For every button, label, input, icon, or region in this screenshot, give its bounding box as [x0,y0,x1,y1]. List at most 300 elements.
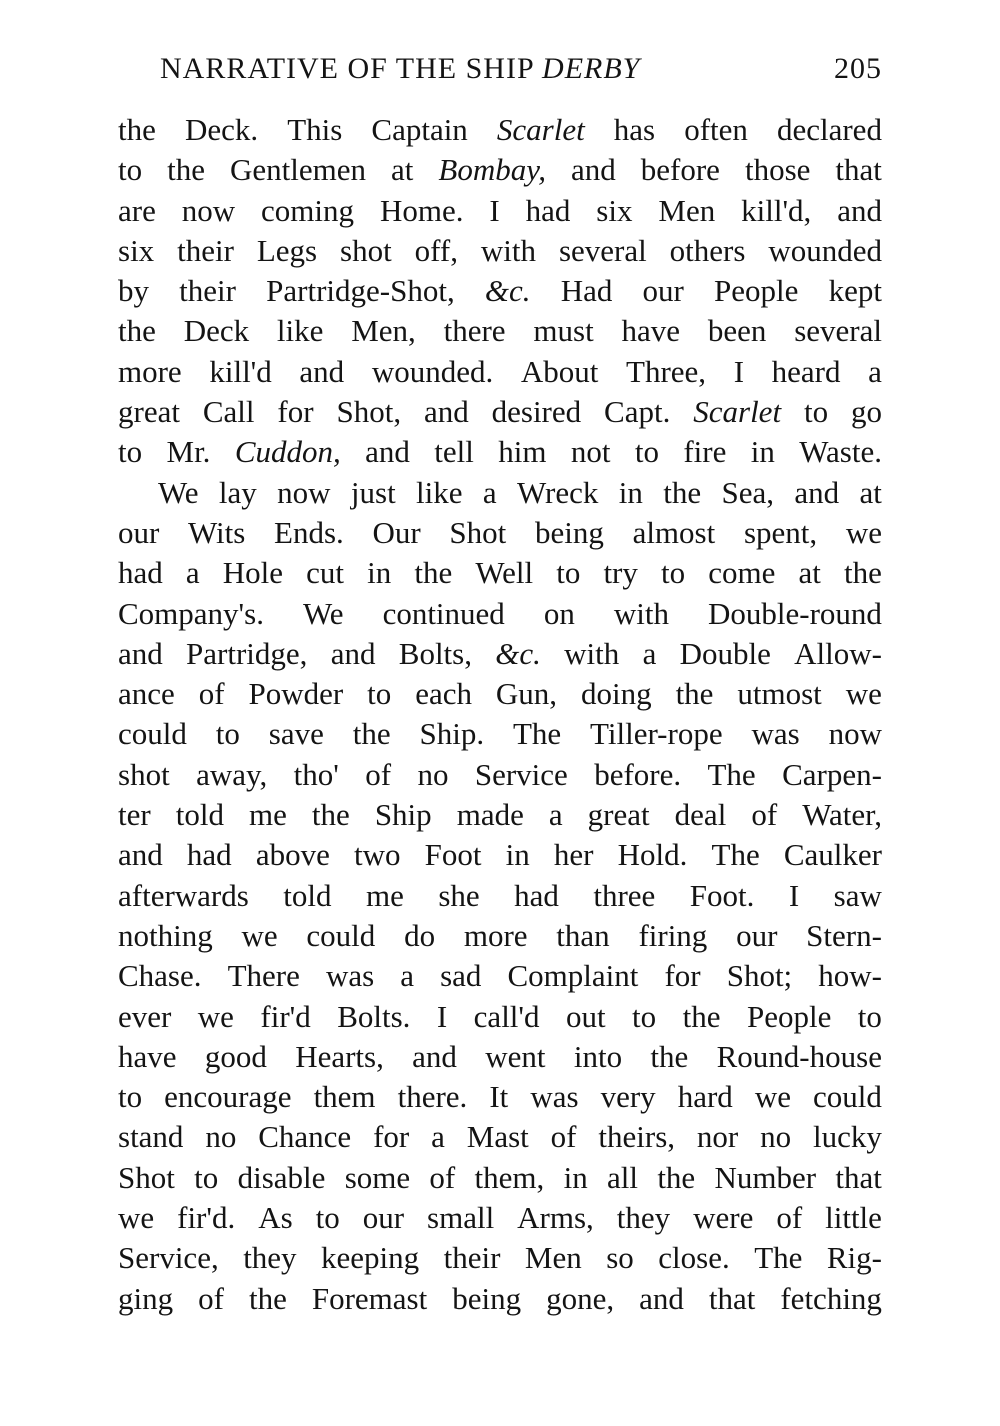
word: the [311,797,350,833]
word: Hearts, [295,1038,384,1074]
word: their [179,273,236,309]
text-line [118,110,882,150]
word: all [607,1159,639,1195]
text-line [118,392,882,432]
word: we [241,917,278,953]
word: we [197,998,234,1034]
word: great [118,394,180,430]
word: could [118,716,187,752]
word: Deck. [184,112,259,147]
word: disable [237,1159,326,1195]
word: to [632,998,657,1034]
word: wounded. [371,353,494,389]
word: and [837,192,882,228]
word: and [365,434,410,470]
word: heard [771,353,841,389]
word: our [118,514,160,550]
word: Scarlet [693,394,782,430]
word: off, [414,232,458,268]
word: by [118,273,149,309]
word: six [118,232,155,268]
word: and [412,1038,457,1074]
word: Tiller-rope [590,716,723,752]
word: of [550,1119,577,1155]
word: fir'd [260,998,311,1034]
word: a [482,474,497,510]
word: There [227,958,300,994]
word: Company's. [118,595,264,631]
word: Gentlemen [230,152,367,188]
word: kept [828,273,882,309]
word: hard [677,1079,733,1115]
word: Wits [188,514,246,550]
text-line [118,1198,882,1238]
word: for [277,394,314,430]
text-line [118,352,882,392]
word: more [118,353,182,389]
word: cut [306,555,344,591]
word: more [463,917,528,953]
word: People [714,273,799,309]
text-line [118,432,882,472]
text-line [118,1037,882,1077]
word: come [708,555,776,591]
word: her [553,837,594,873]
word: than [556,917,610,953]
word: ever [118,998,172,1034]
text-line [118,271,882,311]
running-title-prefix: NARRATIVE OF THE SHIP [160,52,534,85]
word: are [118,192,156,228]
text-line [118,513,882,553]
word: him [498,434,547,470]
word: saw [833,877,882,913]
word: and [794,474,840,510]
word: Complaint [507,958,639,994]
word: theirs, [598,1119,676,1155]
word: Partridge-Shot, [266,273,455,309]
word: now [181,192,236,228]
word: shot [118,756,170,792]
text-line [118,835,882,875]
word: kill'd, [741,192,812,228]
word: of [776,1200,803,1236]
word: and [118,635,163,671]
page-number: 205 [834,52,882,85]
word: there. [397,1079,468,1115]
word: of [365,756,392,792]
word: About [520,353,599,389]
word: the [248,1280,287,1316]
word: now [828,716,882,752]
word: I [733,353,745,389]
word: tell [434,434,474,470]
word: we [845,514,882,550]
word: had [118,555,163,591]
word: Our [372,514,421,550]
word: to [634,434,659,470]
text-line [118,594,882,634]
word: Service, [118,1240,219,1276]
word: Shot, [336,394,402,430]
word: Three, [626,353,707,389]
word: ging [118,1280,174,1316]
text-line [118,755,882,795]
word: like [416,474,463,510]
word: Allow- [794,635,882,671]
ship-name: DERBY [542,52,641,85]
word: the [414,555,453,591]
word: of [198,676,225,712]
word: Capt. [604,394,671,430]
word: shot [340,232,392,268]
word: could [306,917,376,953]
word: two [353,837,401,873]
word: wounded [768,232,882,268]
word: the [675,676,714,712]
word: Gun, [495,676,558,712]
word: the [118,313,156,349]
word: we [118,1200,155,1236]
word: been [707,313,767,349]
word: has [613,112,656,147]
text-line [118,916,882,956]
word: a [185,555,200,591]
word: &c. [484,273,531,309]
word: fetching [780,1280,882,1316]
word: so [606,1240,634,1276]
word: there [443,313,506,349]
word: a [642,635,657,671]
word: go [850,394,882,430]
word: save [268,716,324,752]
word: Chase. [118,958,202,994]
word: coming [261,192,355,228]
word: them, [474,1159,545,1195]
word: had [186,837,232,873]
word: told [175,797,224,833]
word: Double [679,635,771,671]
word: no [205,1119,237,1155]
word: spent, [743,514,818,550]
text-line [118,674,882,714]
word: have [118,1038,177,1074]
word: have [621,313,681,349]
word: with [613,595,669,631]
word: that [835,1159,882,1195]
word: Double-round [708,595,882,631]
word: before. [594,756,682,792]
word: in [750,434,775,470]
word: our [642,273,684,309]
word: kill'd [209,353,272,389]
word: Men [658,192,716,228]
text-line [118,1158,882,1198]
word: the [657,1159,696,1195]
text-line [118,231,882,271]
word: to [315,1200,340,1236]
text-line [118,1279,882,1319]
word: to [118,1079,143,1115]
word: utmost [737,676,822,712]
word: was [325,958,375,994]
word: now [277,474,331,510]
word: away, [196,756,268,792]
word: and [118,837,163,873]
word: being [534,514,604,550]
word: Foremast [311,1280,428,1316]
word: like [276,313,324,349]
word: Carpen- [782,756,882,792]
word: with [480,232,537,268]
word: the [167,152,205,188]
word: I [436,998,448,1034]
word: was [751,716,800,752]
word: afterwards [118,877,249,913]
running-head [118,40,882,98]
body-text [118,110,882,1319]
word: We [158,474,199,510]
word: they [616,1200,671,1236]
word: Service [474,756,568,792]
word: the [118,112,156,147]
word: just [350,474,396,510]
text-line [118,191,882,231]
word: at [391,152,414,188]
word: could [813,1079,882,1115]
word: no [417,756,449,792]
word: continued [382,595,505,631]
word: fir'd. [177,1200,236,1236]
word: she [438,877,480,913]
word: with [564,635,620,671]
word: Scarlet [496,112,585,147]
word: The [754,1240,803,1276]
word: We [302,595,344,631]
word: to [215,716,240,752]
word: Chance [258,1119,352,1155]
word: I [788,877,800,913]
word: good [204,1038,267,1074]
word: encourage [164,1079,292,1115]
word: the [663,474,702,510]
word: being [452,1280,522,1316]
word: very [600,1079,656,1115]
word: the [843,555,882,591]
word: Foot. [689,877,755,913]
word: each [415,676,472,712]
word: me [249,797,287,833]
word: to [118,152,143,188]
word: Caulker [783,837,882,873]
word: fire [683,434,727,470]
word: Water, [802,797,882,833]
word: the [352,716,391,752]
word: desired [491,394,582,430]
word: The [707,756,756,792]
text-line [118,795,882,835]
word: of [198,1280,224,1316]
word: Bolts. [337,998,411,1034]
word: in [563,1159,588,1195]
word: sad [440,958,482,994]
text-line [118,956,882,996]
word: went [485,1038,546,1074]
word: to [660,555,686,591]
word: As [258,1200,293,1236]
word: Home. [379,192,464,228]
word: Rig- [826,1240,882,1276]
word: Round-house [716,1038,882,1074]
word: Mr. [166,434,211,470]
word: Partridge, [186,635,308,671]
word: that [835,152,882,188]
text-line [118,1077,882,1117]
word: must [533,313,594,349]
text-line [118,997,882,1037]
word: three [593,877,656,913]
word: and [571,152,616,188]
word: several [794,313,882,349]
word: call'd [473,998,540,1034]
book-page [118,40,882,1319]
word: Arms, [517,1200,594,1236]
text-line [118,1117,882,1157]
word: Shot [449,514,507,550]
word: they [243,1240,297,1276]
word: and [330,635,376,671]
word: those [744,152,811,188]
word: their [177,232,234,268]
word: of [429,1159,456,1195]
text-line [118,553,882,593]
word: before [640,152,720,188]
word: made [456,797,524,833]
word: me [365,877,404,913]
word: ter [118,797,151,833]
word: had [514,877,559,913]
word: Ship. [419,716,485,752]
word: a [868,353,882,389]
word: to [194,1159,219,1195]
word: gone, [546,1280,615,1316]
word: not [570,434,611,470]
word: several [558,232,647,268]
word: doing [581,676,652,712]
word: Wreck [517,474,599,510]
word: try [603,555,638,591]
word: Bolts, [398,635,472,671]
word: the [682,998,721,1034]
word: and [299,353,345,389]
word: for [664,958,701,994]
text-line [118,311,882,351]
word: a [548,797,563,833]
word: others [669,232,746,268]
word: some [344,1159,411,1195]
word: out [565,998,606,1034]
word: into [573,1038,623,1074]
word: Ship [374,797,432,833]
word: above [255,837,330,873]
word: and [423,394,469,430]
word: Had [560,273,613,309]
word: on [543,595,575,631]
text-line [118,1238,882,1278]
word: for [373,1119,410,1155]
word: Cuddon, [234,434,341,470]
word: we [845,676,882,712]
word: small [427,1200,495,1236]
word: declared [776,112,882,147]
word: our [736,917,778,953]
word: a [431,1119,445,1155]
word: Hole [222,555,284,591]
word: them [313,1079,376,1115]
word: in [505,837,530,873]
word: were [693,1200,754,1236]
running-title [160,40,640,98]
word: to [367,676,392,712]
word: and [639,1280,684,1316]
word: Shot [118,1159,175,1195]
text-line [118,876,882,916]
word: in [367,555,392,591]
word: lucky [813,1119,882,1155]
word: no [760,1119,792,1155]
word: their [443,1240,501,1276]
word: do [404,917,436,953]
word: ance [118,676,175,712]
word: Bombay, [438,152,547,188]
word: to [803,394,829,430]
word: Shot; [726,958,793,994]
word: tho' [293,756,339,792]
word: often [684,112,748,147]
word: how- [818,958,882,994]
word: at [859,474,882,510]
word: Men [524,1240,582,1276]
word: Call [202,394,255,430]
word: a [400,958,415,994]
word: Captain [371,112,468,147]
word: Powder [248,676,344,712]
word: to [556,555,581,591]
word: was [530,1079,579,1115]
word: Waste. [799,434,882,470]
word: &c. [495,635,541,671]
word: we [754,1079,791,1115]
word: the [650,1038,689,1074]
word: our [362,1200,405,1236]
word: had [525,192,571,228]
word: almost [632,514,716,550]
word: It [489,1079,509,1115]
word: of [751,797,778,833]
word: The [512,716,562,752]
word: stand [118,1119,184,1155]
word: keeping [321,1240,420,1276]
word: lay [218,474,257,510]
text-line [118,714,882,754]
text-line [118,150,882,190]
word: Stern- [806,917,882,953]
word: Men, [351,313,416,349]
word: close. [658,1240,730,1276]
word: firing [638,917,708,953]
word: in [618,474,643,510]
word: People [746,998,832,1034]
